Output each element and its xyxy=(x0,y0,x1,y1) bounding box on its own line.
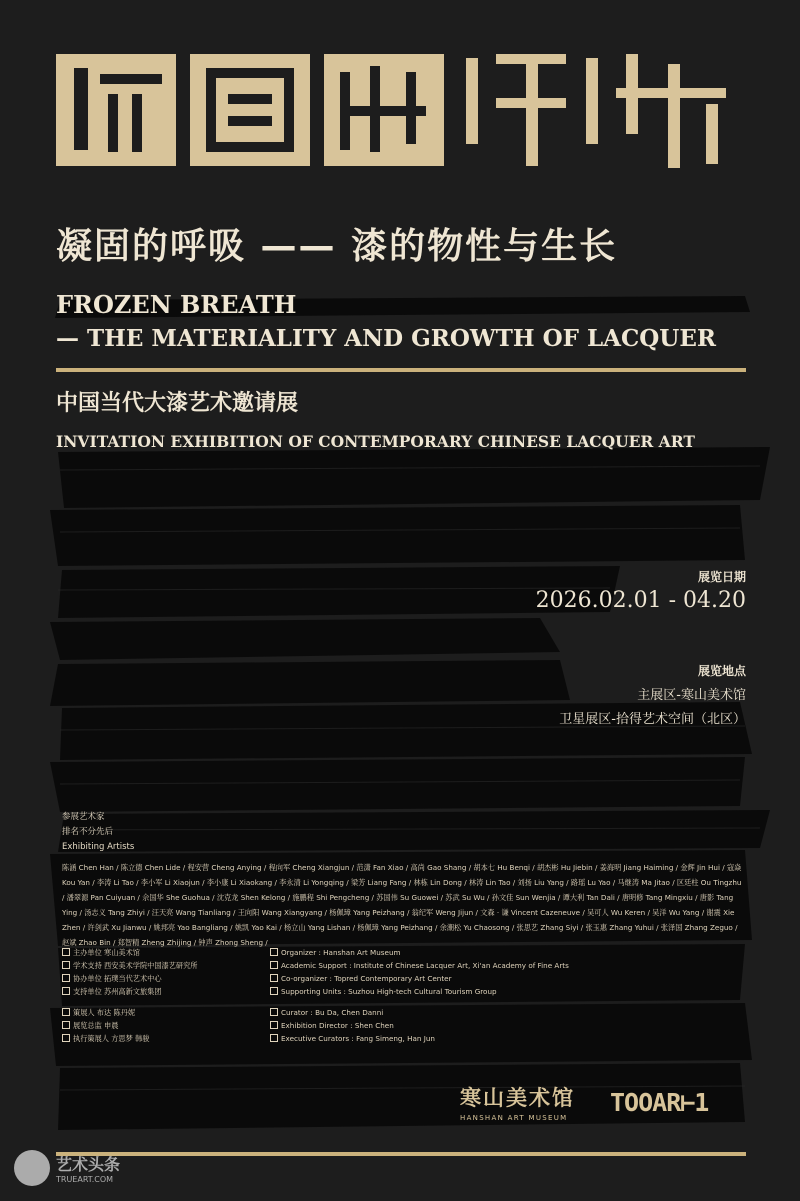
organizer-item-en: Supporting Units : Suzhou High-tech Cultural Tourism Group xyxy=(270,985,569,998)
artists-title-en: Exhibiting Artists xyxy=(62,842,135,852)
checkbox-icon xyxy=(270,1034,278,1042)
checkbox-icon xyxy=(62,961,70,969)
chinese-subtitle: 中国当代大漆艺术邀请展 xyxy=(56,391,299,416)
trueart-watermark xyxy=(14,1150,120,1186)
curatorial-team-en xyxy=(270,1006,435,1045)
team-item: 策展人 布达 陈丹妮 xyxy=(62,1006,149,1019)
organizer-item: 学术支持 西安美术学院中国漆艺研究所 xyxy=(62,959,197,972)
organizers-en xyxy=(270,946,569,998)
artists-heading xyxy=(62,810,134,855)
organizer-item: 主办单位 寒山美术馆 xyxy=(62,946,197,959)
checkbox-icon xyxy=(270,961,278,969)
watermark-cn: 艺术头条 xyxy=(56,1155,121,1174)
checkbox-icon xyxy=(270,974,278,982)
exhibition-dates: 2026.02.01 - 04.20 xyxy=(535,588,746,613)
checkbox-icon xyxy=(62,1008,70,1016)
checkbox-icon xyxy=(270,1021,278,1029)
venue-label: 展览地点 xyxy=(697,664,746,678)
chinese-title: 凝固的呼吸 —— 漆的物性与生长 xyxy=(56,226,618,267)
organizer-item-en: Organizer : Hanshan Art Museum xyxy=(270,946,569,959)
team-item: 执行策展人 方思梦 韩骏 xyxy=(62,1032,149,1045)
organizer-item: 支持单位 苏州高新文旅集团 xyxy=(62,985,197,998)
checkbox-icon xyxy=(270,948,278,956)
organizer-item-en: Academic Support : Institute of Chinese Lacquer Art, Xi'an Academy of Fine Arts xyxy=(270,959,569,972)
checkbox-icon xyxy=(270,987,278,995)
venue-satellite: 卫星展区-拾得艺术空间（北区） xyxy=(559,712,746,727)
hanshan-logo-en: HANSHAN ART MUSEUM xyxy=(460,1114,568,1122)
artists-order-note: 排名不分先后 xyxy=(62,827,114,837)
team-item-en: Curator : Bu Da, Chen Danni xyxy=(270,1006,435,1019)
hanshan-museum-logo xyxy=(460,1082,575,1122)
curatorial-team-cn xyxy=(62,1006,149,1045)
checkbox-icon xyxy=(62,987,70,995)
organizer-item-en: Co-organizer : Topred Contemporary Art Center xyxy=(270,972,569,985)
artists-title-cn: 参展艺术家 xyxy=(62,812,105,822)
gold-divider-top xyxy=(56,368,746,372)
english-title-line2: — THE MATERIALITY AND GROWTH OF LACQUER xyxy=(56,325,717,352)
checkbox-icon xyxy=(62,1021,70,1029)
organizers-cn xyxy=(62,946,197,998)
team-item-en: Executive Curators : Fang Simeng, Han Jun xyxy=(270,1032,435,1045)
team-item-en: Exhibition Director : Shen Chen xyxy=(270,1019,435,1032)
date-label: 展览日期 xyxy=(697,570,746,584)
hanshan-logo-cn: 寒山美术馆 xyxy=(460,1086,575,1110)
checkbox-icon xyxy=(62,974,70,982)
title-calligraphy-graphic xyxy=(56,44,746,174)
watermark-logo-icon xyxy=(14,1150,50,1186)
checkbox-icon xyxy=(270,1008,278,1016)
english-subtitle: INVITATION EXHIBITION OF CONTEMPORARY CHINESE LACQUER ART xyxy=(56,432,695,451)
english-title-line1: FROZEN BREATH xyxy=(56,290,297,319)
venue-main: 主展区-寒山美术馆 xyxy=(637,688,746,703)
organizer-item: 协办单位 拓璞当代艺术中心 xyxy=(62,972,197,985)
checkbox-icon xyxy=(62,948,70,956)
artists-list: 陈涵 Chen Han / 陈立德 Chen Lide / 程安营 Cheng Anying / 程向军 Cheng Xiangjun / 范潇 Fan Xiao / 高尚 Gao Shang / 胡本七 Hu Benqi / 胡杰彬 Hu Jiebin / 姜海明 Jiang Haiming / 金辉 Jin Hui / 寇焱 Kou Yan / 李涛 Li Tao / 李小军 Li Xiaojun / 李小康 Li Xiaokang / 李永清 Li Yongqing / 梁芳 Liang Fang / 林栋 Lin Dong / 林涛 Lin Tao / 刘扬 Liu Yang / 路瑶 Lu Yao / 马继涛 Ma Jitao / 区廷柱 Ou Tingzhu / 潘翠源 Pan Cuiyuan / 佘国华 She Guohua / 沈克龙 Shen Kelong / 施鹏程 Shi Pengcheng / 苏国伟 Su Guowei / 苏武 Su Wu / 孙文佳 Sun Wenjia / 谭大利 Tan Dali / 唐明修 Tang Mingxiu / 唐影 Tang Ying / 汤志义 Tang Zhiyi / 汪天亮 Wang Tianliang / 王向阳 Wang Xiangyang / 杨佩璋 Yang Peizhang / 翁纪军 Weng Jijun / 文森 · 谦 Vincent Cazeneuve / 吴可人 Wu Keren / 吴洋 Wu Yang / 谢震 Xie Zhen / 许剑武 Xu Jianwu / 姚邦亮 Yao Bangliang / 姚凯 Yao Kai / 杨立山 Yang Lishan / 杨佩璋 Yang Peizhang / 余潮松 Yu Chaosong / 张思艺 Zhang Siyi / 张玉惠 Zhang Yuhui / 张泽国 Zhang Zeguo / 赵斌 Zhao Bin / 郑智精 Zheng Zhijing / 钟声 Zhong Sheng / xyxy=(62,863,742,947)
tooart-logo: TOOAR⊢1 xyxy=(610,1088,709,1117)
gold-divider-bottom xyxy=(56,1152,746,1156)
team-item: 展览总监 申晨 xyxy=(62,1019,149,1032)
checkbox-icon xyxy=(62,1034,70,1042)
watermark-en: TRUEART.COM xyxy=(56,1175,114,1184)
